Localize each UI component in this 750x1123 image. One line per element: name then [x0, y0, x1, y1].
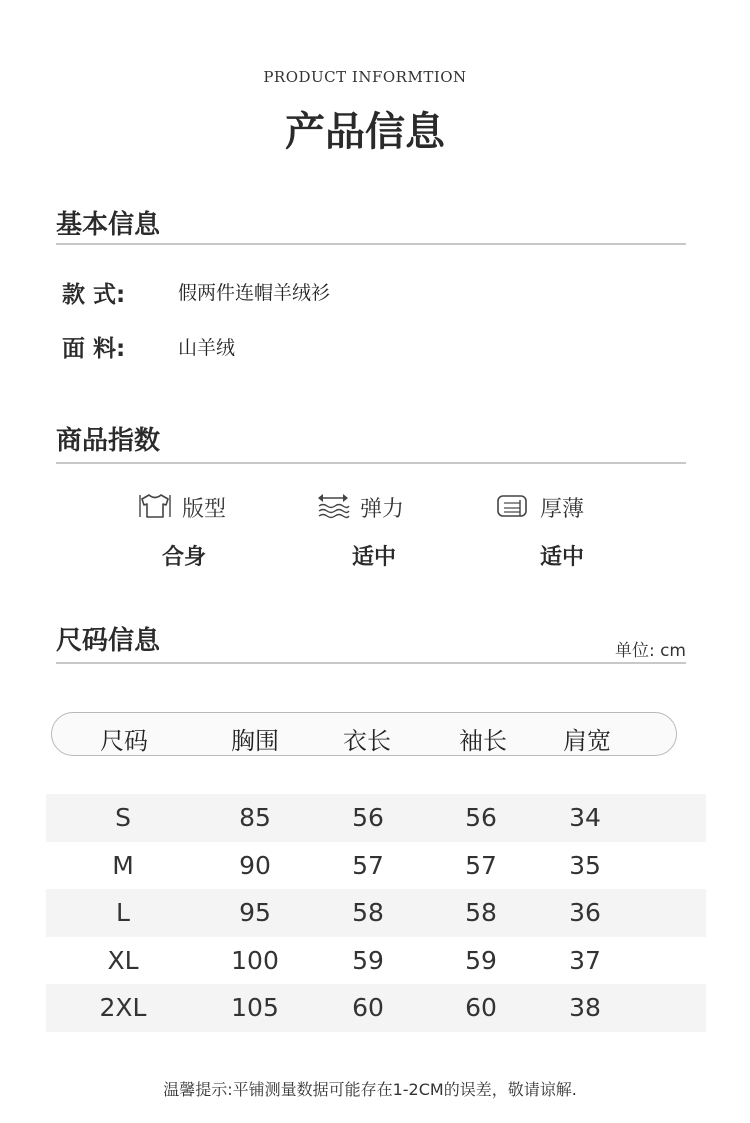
table-row: [46, 889, 706, 937]
cell-sleeve: 58: [465, 898, 497, 927]
cell-shoulder: 38: [569, 993, 601, 1022]
cell-chest: 100: [231, 945, 279, 975]
cell-chest: 90: [239, 850, 271, 880]
cell-size: S: [115, 803, 131, 832]
spec-stretch-value: 适中: [351, 545, 396, 570]
cell-length: 57: [352, 850, 384, 880]
cell-chest: 105: [231, 993, 279, 1022]
spec-fit: [138, 488, 258, 528]
style-value: 假两件连帽羊绒衫: [178, 282, 331, 304]
spec-fit-value: 合身: [161, 545, 206, 570]
spec-thickness-value: 适中: [539, 545, 584, 570]
cell-shoulder: 37: [569, 945, 601, 975]
cell-length: 59: [352, 945, 384, 975]
page-title: 产品信息: [285, 108, 445, 155]
cell-shoulder: 34: [569, 803, 601, 832]
section-divider: [56, 462, 686, 464]
header-length: 衣长: [343, 727, 391, 755]
cell-sleeve: 59: [465, 945, 497, 975]
header-sleeve: 袖长: [459, 727, 507, 755]
header-shoulder: 肩宽: [563, 727, 611, 755]
section-divider: [56, 662, 686, 664]
section-title-basic-info: 基本信息: [56, 210, 161, 240]
section-divider: [56, 243, 686, 245]
section-title-product-index: 商品指数: [56, 426, 161, 456]
cell-length: 56: [352, 803, 384, 832]
spec-stretch-name: 弹力: [360, 497, 405, 522]
page-subtitle-en: PRODUCT INFORMTION: [263, 68, 467, 86]
fabric-label: 面 料:: [62, 336, 126, 362]
cell-shoulder: 36: [569, 898, 601, 927]
fabric-value: 山羊绒: [178, 337, 236, 359]
measurement-note: 温馨提示:平铺测量数据可能存在1-2CM的误差，敬请谅解.: [163, 1080, 577, 1099]
spec-thickness-name: 厚薄: [540, 497, 585, 522]
stretch-icon: [316, 492, 350, 520]
cell-chest: 85: [239, 803, 271, 832]
spec-stretch: [316, 488, 436, 528]
spec-fit-name: 版型: [182, 497, 227, 522]
unit-label: 单位: cm: [614, 641, 686, 661]
section-title-size-info: 尺码信息: [56, 626, 161, 656]
cell-size: 2XL: [99, 993, 147, 1022]
cell-sleeve: 60: [465, 993, 497, 1022]
header-size: 尺码: [100, 727, 148, 755]
cell-shoulder: 35: [569, 850, 601, 880]
spec-thickness: [496, 488, 616, 528]
size-table-header: [51, 712, 677, 756]
tshirt-icon: [138, 492, 172, 520]
cell-length: 58: [352, 898, 384, 927]
thickness-icon: [496, 492, 530, 520]
size-table: [46, 794, 706, 1032]
cell-sleeve: 57: [465, 850, 497, 880]
header-chest: 胸围: [231, 727, 279, 755]
table-row: [46, 794, 706, 842]
table-row: [46, 842, 706, 890]
cell-length: 60: [352, 993, 384, 1022]
style-label: 款 式:: [62, 282, 126, 308]
cell-size: L: [116, 898, 130, 927]
cell-size: XL: [107, 945, 139, 975]
cell-chest: 95: [239, 898, 271, 927]
table-row: [46, 937, 706, 985]
table-row: [46, 984, 706, 1032]
cell-sleeve: 56: [465, 803, 497, 832]
cell-size: M: [112, 850, 134, 880]
